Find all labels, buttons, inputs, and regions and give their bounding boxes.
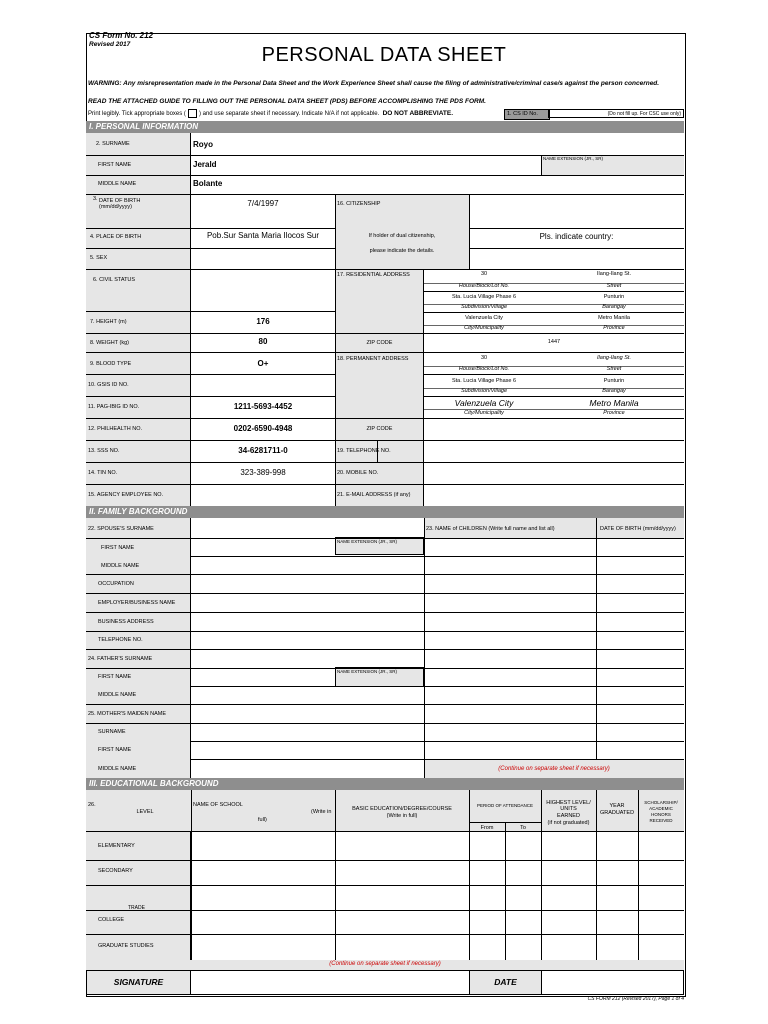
school-header-a: NAME OF SCHOOL — [193, 802, 243, 808]
period-header: PERIOD OF ATTENDANCE — [477, 803, 533, 808]
res-city[interactable]: Valenzuela City — [465, 315, 503, 321]
perm-brgy-lbl: Barangay — [602, 388, 626, 394]
family-continue-note: (Continue on separate sheet if necessary) — [498, 766, 610, 772]
surname-value[interactable]: Royo — [193, 140, 213, 149]
course-header-a: BASIC EDUCATION/DEGREE/COURSE — [352, 806, 452, 812]
spouse-surname-label: 22. SPOUSE'S SURNAME — [88, 526, 154, 532]
sss-label: 13. SSS NO. — [88, 448, 120, 454]
philhealth-label: 12. PHILHEALTH NO. — [88, 426, 142, 432]
signature-field[interactable] — [190, 970, 470, 995]
pagibig-label: 11. PAG-IBIG ID NO. — [88, 404, 140, 410]
name-ext-label: NAME EXTENSION (JR., SR) — [543, 156, 604, 161]
honors-header-b: ACADEMIC — [649, 806, 673, 811]
perm-prov-lbl: Province — [603, 410, 625, 416]
philhealth-value[interactable]: 0202-6590-4948 — [233, 424, 293, 433]
page-footer: CS FORM 212 (Revised 2017), Page 1 of 4 — [587, 996, 684, 1002]
middle-name-value[interactable]: Bolante — [193, 179, 223, 188]
level-header: LEVEL — [136, 809, 154, 815]
education-label-bg — [86, 832, 191, 960]
pob-label: 4. PLACE OF BIRTH — [90, 234, 142, 240]
agency-label: 15. AGENCY EMPLOYEE NO. — [88, 492, 164, 498]
res-zip[interactable]: 1447 — [547, 339, 561, 345]
dob-label: DATE OF BIRTH — [99, 198, 141, 204]
res-brgy[interactable]: Punturin — [603, 294, 625, 300]
instructions-a: Print legibly. Tick appropriate boxes ( — [88, 111, 186, 118]
children-label: 23. NAME of CHILDREN (Write full name and list all) — [426, 526, 555, 532]
mother-first-label: FIRST NAME — [98, 747, 132, 753]
year-header-a: YEAR — [609, 803, 625, 809]
level-graduate: GRADUATE STUDIES — [98, 943, 154, 949]
perm-subd-lbl: Subdivision/Village — [460, 388, 508, 394]
dob-format: (mm/dd/yyyy) — [99, 204, 132, 210]
dob-number: 3. — [93, 196, 98, 202]
res-prov-lbl: Province — [603, 325, 625, 331]
pob-value[interactable]: Pob.Sur Santa Maria Ilocos Sur — [206, 231, 320, 240]
first-name-label: FIRST NAME — [98, 162, 132, 168]
instructions-b: ) and use separate sheet if necessary. Indicate N/A if not applicable. — [198, 111, 380, 118]
cs-id-label: 1. CS ID No. — [504, 109, 550, 120]
section-family: II. FAMILY BACKGROUND — [86, 506, 684, 518]
mobile-label: 20. MOBILE NO. — [337, 470, 379, 476]
perm-subd[interactable]: Sta. Lucia Village Phase 6 — [451, 378, 517, 384]
course-header-b: (Write in full) — [386, 813, 418, 819]
honors-header-c: HONORS — [651, 812, 671, 817]
signature-label: SIGNATURE — [113, 977, 164, 987]
level-elementary: ELEMENTARY — [98, 843, 135, 849]
weight-value[interactable]: 80 — [258, 337, 268, 346]
mother-maiden-label: 25. MOTHER'S MAIDEN NAME — [88, 711, 167, 717]
business-address-label: BUSINESS ADDRESS — [98, 619, 154, 625]
tin-label: 14. TIN NO. — [88, 470, 118, 476]
instructions — [88, 109, 453, 118]
warning-text: WARNING: Any misrepresentation made in the Personal Data Sheet and the Work Experience Sheet shall cause the filing of administrative/criminal case/s against the person concerned. — [88, 80, 660, 87]
highest-header-c: EARNED — [557, 813, 580, 819]
school-header-c: full) — [258, 817, 267, 823]
guide-text: READ THE ATTACHED GUIDE TO FILLING OUT THE PERSONAL DATA SHEET (PDS) BEFORE ACCOMPLISHING THE PDS FORM. — [88, 98, 486, 105]
dual-citizenship-b: please indicate the details. — [369, 248, 435, 254]
res-city-lbl: City/Municipality — [464, 325, 504, 331]
height-value[interactable]: 176 — [256, 317, 270, 326]
blood-value[interactable]: O+ — [257, 359, 269, 368]
education-continue-note: (Continue on separate sheet if necessary) — [329, 961, 441, 967]
tin-value[interactable]: 323-389-998 — [240, 468, 286, 477]
revised-label: Revised 2017 — [89, 41, 131, 48]
sss-value[interactable]: 34-6281711-0 — [238, 446, 288, 455]
perm-street-lbl: Street — [606, 366, 622, 372]
height-label: 7. HEIGHT (m) — [90, 319, 127, 325]
telephone-label: 19. TELEPHONE NO. — [337, 448, 391, 454]
honors-header-a: SCHOLARSHIP/ — [644, 800, 678, 805]
mother-middle-label: MIDDLE NAME — [98, 766, 137, 772]
spouse-middle-label: MIDDLE NAME — [101, 563, 140, 569]
permanent-label: 18. PERMANENT ADDRESS — [337, 356, 409, 362]
blood-label: 9. BLOOD TYPE — [90, 361, 132, 367]
perm-street[interactable]: Ilang-Ilang St. — [597, 355, 631, 361]
middle-name-label: MIDDLE NAME — [98, 181, 137, 187]
father-middle-label: MIDDLE NAME — [98, 692, 137, 698]
employer-label: EMPLOYER/BUSINESS NAME — [98, 600, 176, 606]
education-number: 26. — [88, 802, 96, 808]
highest-header-b: UNITS — [560, 806, 577, 812]
gsis-label: 10. GSIS ID NO. — [88, 382, 129, 388]
perm-prov[interactable]: Metro Manila — [589, 398, 639, 408]
year-header-b: GRADUATED — [599, 810, 635, 816]
dual-citizenship-a: If holder of dual citizenship, — [368, 233, 436, 239]
perm-city[interactable]: Valenzuela City — [454, 398, 514, 408]
country-label: Pls. indicate country: — [539, 232, 614, 241]
first-name-value[interactable]: Jerald — [193, 160, 217, 169]
mother-surname-label: SURNAME — [98, 729, 126, 735]
res-street-lbl: Street — [606, 283, 622, 289]
page-title: PERSONAL DATA SHEET — [261, 44, 507, 66]
father-first-label: FIRST NAME — [98, 674, 132, 680]
res-house-lbl: House/Block/Lot No. — [458, 283, 510, 289]
instructions-c: DO NOT ABBREVIATE. — [382, 110, 454, 118]
level-trade: TRADE — [128, 905, 145, 911]
res-subd-lbl: Subdivision/Village — [460, 304, 508, 310]
date-field[interactable] — [541, 970, 684, 995]
highest-header-d: (if not graduated) — [547, 820, 590, 826]
level-college: COLLEGE — [98, 917, 124, 923]
spouse-first-label: FIRST NAME — [101, 545, 135, 551]
occupation-label: OCCUPATION — [98, 581, 134, 587]
level-secondary: SECONDARY — [98, 868, 133, 874]
res-house[interactable]: 30 — [480, 271, 488, 277]
res-brgy-lbl: Barangay — [602, 304, 626, 310]
res-prov[interactable]: Metro Manila — [598, 315, 630, 321]
section-education: III. EDUCATIONAL BACKGROUND — [86, 778, 684, 790]
father-ext-label: NAME EXTENSION (JR., SR) — [337, 669, 398, 674]
perm-house[interactable]: 30 — [480, 355, 488, 361]
residential-label: 17. RESIDENTIAL ADDRESS — [337, 272, 410, 278]
date-label: DATE — [494, 977, 517, 987]
res-zip-label: ZIP CODE — [366, 340, 393, 346]
telephone-label-family: TELEPHONE NO. — [98, 637, 143, 643]
dob-value[interactable]: 7/4/1997 — [247, 199, 279, 208]
highest-header-a: HIGHEST LEVEL/ — [546, 800, 591, 806]
from-header: From — [480, 825, 494, 831]
perm-city-lbl: City/Municipality — [464, 410, 504, 416]
perm-brgy[interactable]: Punturin — [603, 378, 625, 384]
surname-label: 2. SURNAME — [96, 141, 130, 147]
sex-label: 5. SEX — [90, 255, 108, 261]
family-label-bg — [86, 518, 191, 778]
spouse-ext-label: NAME EXTENSION (JR., SR) — [337, 539, 398, 544]
weight-label: 8. WEIGHT (kg) — [90, 340, 130, 346]
citizenship-label: 16. CITIZENSHIP — [337, 201, 381, 207]
perm-zip-label: ZIP CODE — [366, 426, 393, 432]
civil-status-label: 6. CIVIL STATUS — [93, 277, 136, 283]
honors-header-d: RECEIVED — [649, 818, 673, 823]
pagibig-value[interactable]: 1211-5693-4452 — [233, 402, 293, 411]
form-number: CS Form No. 212 — [89, 31, 154, 40]
father-surname-label: 24. FATHER'S SURNAME — [88, 656, 153, 662]
res-subd[interactable]: Sta. Lucia Village Phase 6 — [451, 294, 517, 300]
to-header: To — [520, 825, 526, 831]
email-label: 21. E-MAIL ADDRESS (if any) — [337, 492, 411, 498]
section-personal: I. PERSONAL INFORMATION — [86, 121, 684, 133]
perm-house-lbl: House/Block/Lot No. — [458, 366, 510, 372]
checkbox-sample — [188, 109, 197, 118]
school-header-b: (Write in — [311, 809, 332, 815]
res-street[interactable]: Ilang-Ilang St. — [597, 271, 631, 277]
cs-id-field: (Do not fill up. For CSC use only) — [548, 109, 684, 118]
children-dob-label: DATE OF BIRTH (mm/dd/yyyy) — [600, 526, 676, 532]
